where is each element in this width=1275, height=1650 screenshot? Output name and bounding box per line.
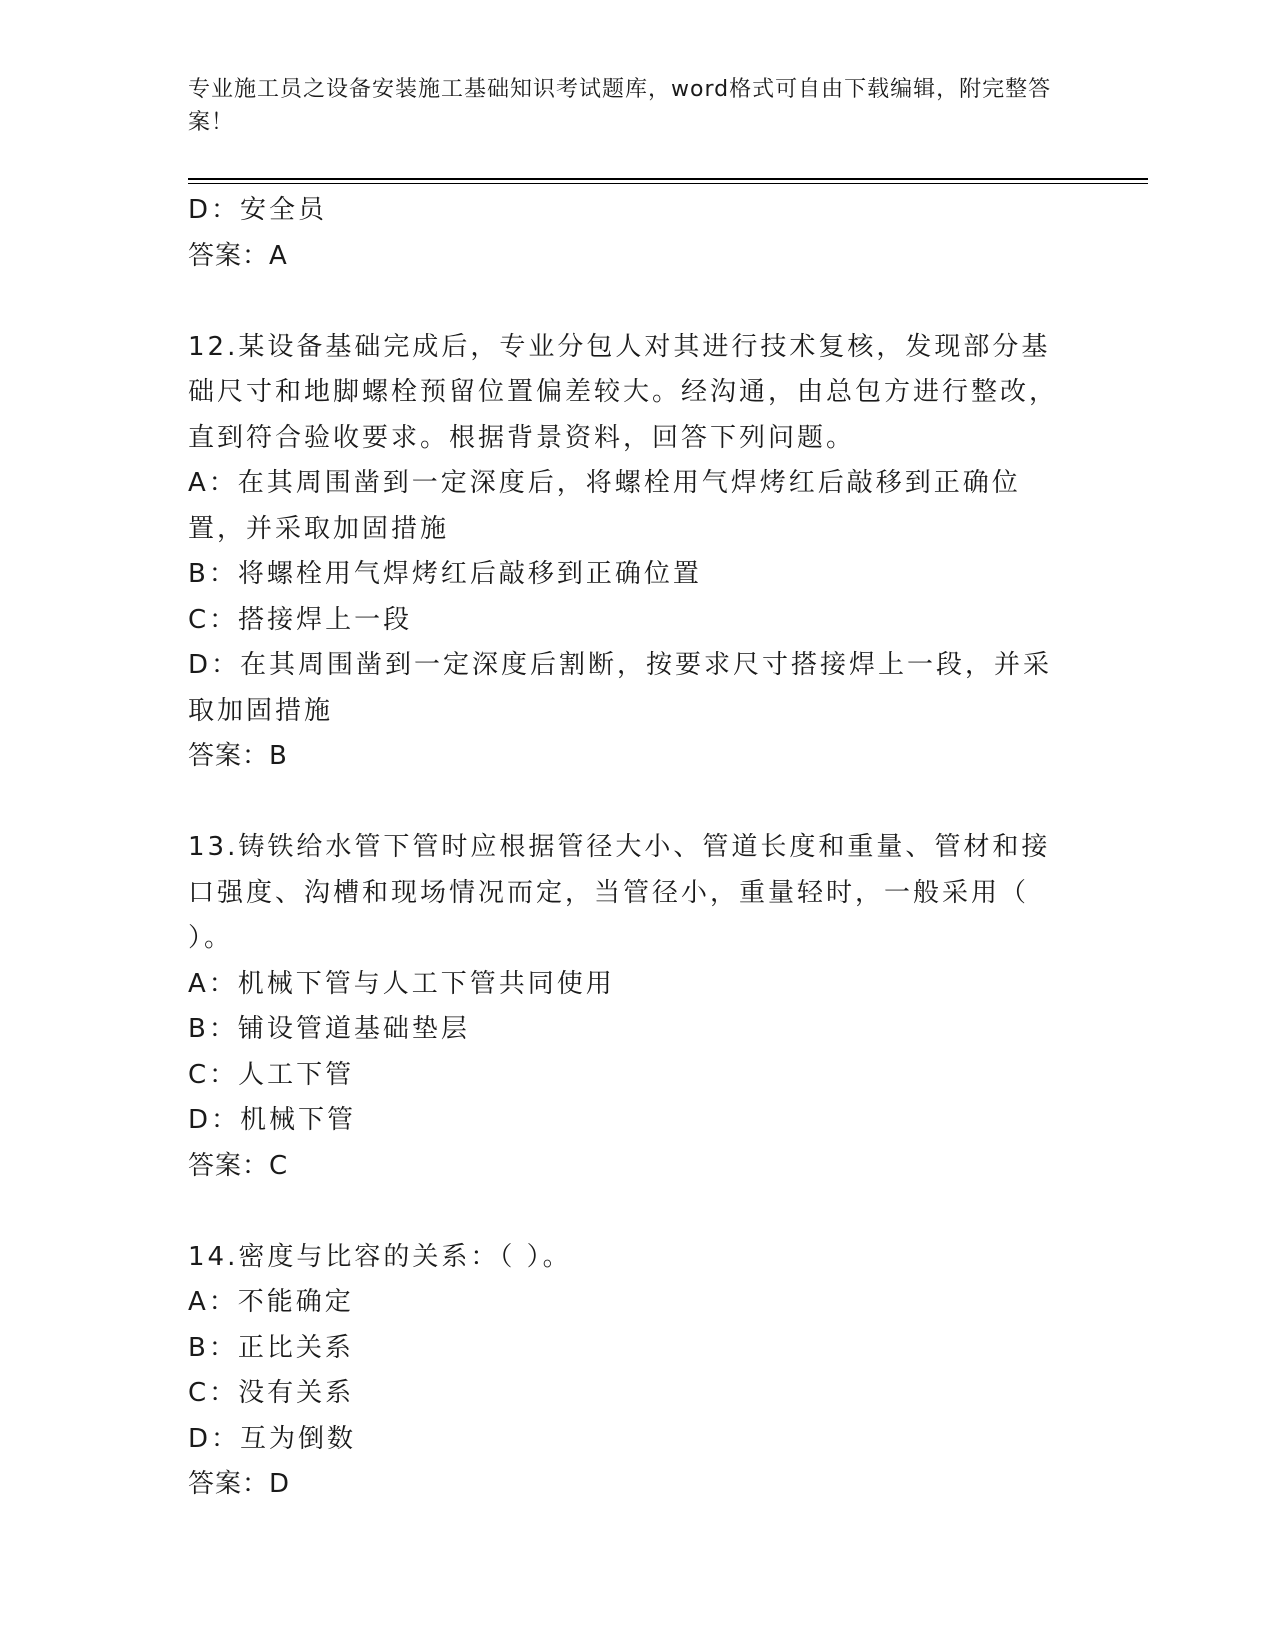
- option-c: C：搭接焊上一段: [188, 604, 413, 635]
- question-list: [188, 188, 1068, 1508]
- option-b: B：正比关系: [188, 1332, 354, 1363]
- option-a: A：机械下管与人工下管共同使用: [188, 968, 615, 999]
- question-14: [188, 1235, 1068, 1508]
- spacer: [188, 1189, 1068, 1235]
- answer: 答案：D: [188, 1469, 291, 1499]
- option-a: A：在其周围凿到一定深度后，将螺栓用气焊烤红后敲移到正确位置，并采取加固措施: [188, 468, 1021, 544]
- answer: 答案：C: [188, 1150, 289, 1181]
- option-b: B：铺设管道基础垫层: [188, 1014, 470, 1044]
- option-d: D：机械下管: [188, 1105, 357, 1135]
- option-c: C：人工下管: [188, 1059, 355, 1090]
- option-d: D：互为倒数: [188, 1423, 357, 1454]
- document-header: 专业施工员之设备安装施工基础知识考试题库，word格式可自由下载编辑，附完整答案！: [188, 77, 1052, 135]
- previous-option-d: D：安全员: [188, 195, 328, 225]
- question-stem: 14.密度与比容的关系：（ ）。: [188, 1241, 572, 1272]
- spacer: [188, 780, 1068, 826]
- answer: 答案：B: [188, 741, 288, 771]
- option-c: C：没有关系: [188, 1378, 355, 1408]
- question-stem: 13.铸铁给水管下管时应根据管径大小、管道长度和重量、管材和接口强度、沟槽和现场情况而定，当管径小，重量轻时，一般采用（ ）。: [188, 832, 1051, 953]
- option-b: B：将螺栓用气焊烤红后敲移到正确位置: [188, 559, 702, 589]
- option-a: A：不能确定: [188, 1287, 354, 1317]
- option-d: D：在其周围凿到一定深度后割断，按要求尺寸搭接焊上一段，并采取加固措施: [188, 650, 1053, 726]
- previous-answer: 答案：A: [188, 240, 288, 271]
- header-divider-thick: [188, 178, 1148, 180]
- question-stem: 12.某设备基础完成后，专业分包人对其进行技术复核，发现部分基础尺寸和地脚螺栓预留位置偏差较大。经沟通，由总包方进行整改，直到符合验收要求。根据背景资料，回答下列问题。: [188, 331, 1059, 453]
- header-divider-thin: [188, 183, 1148, 184]
- question-13: [188, 825, 1068, 1189]
- spacer: [188, 279, 1068, 325]
- question-12: [188, 325, 1068, 780]
